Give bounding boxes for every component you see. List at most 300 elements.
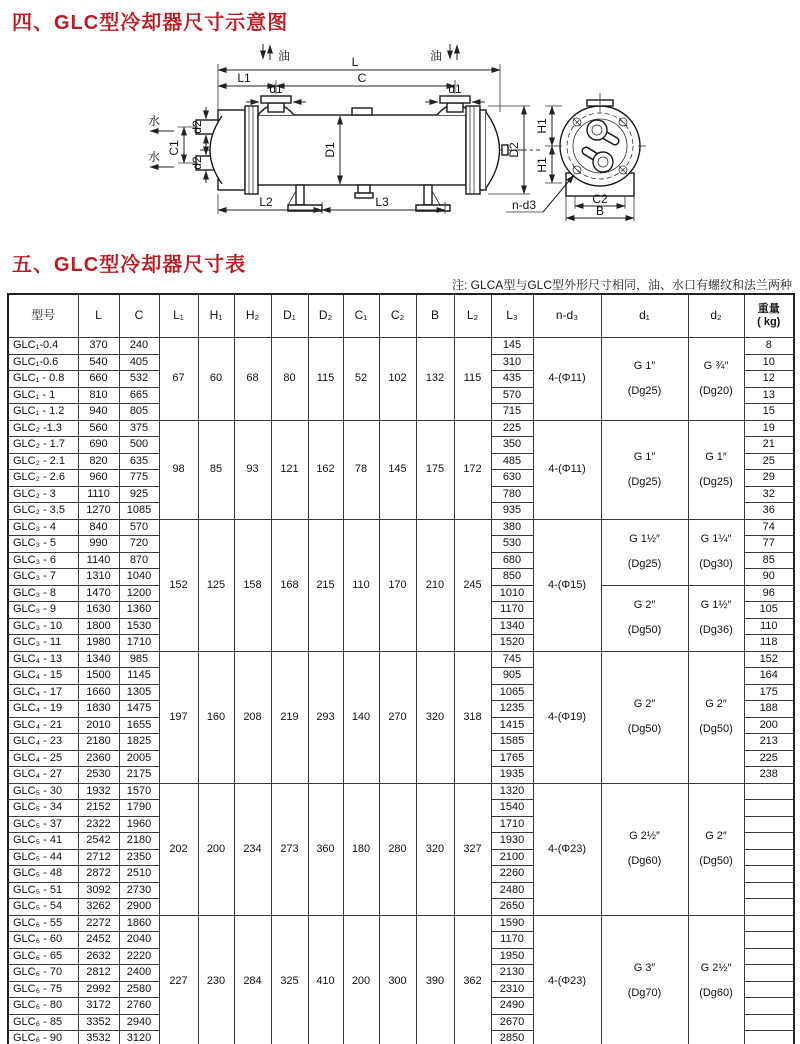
weight-cell: 200 <box>744 717 794 734</box>
weight-cell <box>744 965 794 982</box>
l3-cell: 1415 <box>491 717 533 734</box>
table-cell: 2452 <box>78 932 119 949</box>
merged-dim-cell: 327 <box>454 783 491 915</box>
table-cell: 500 <box>119 437 159 454</box>
model-cell: GLC₅ - 41 <box>8 833 78 850</box>
merged-dim-cell: 390 <box>416 915 454 1044</box>
column-header: L <box>78 294 119 338</box>
model-cell: GLC₄ - 17 <box>8 684 78 701</box>
model-cell: GLC₄ - 15 <box>8 668 78 685</box>
d1-cell: G 1″ (Dg25) <box>601 338 688 421</box>
oil-flow-arrows <box>263 44 457 63</box>
weight-cell <box>744 882 794 899</box>
table-cell: 370 <box>78 338 119 355</box>
merged-dim-cell: 219 <box>271 651 308 783</box>
model-cell: GLC₃ - 8 <box>8 585 78 602</box>
merged-dim-cell: 325 <box>271 915 308 1044</box>
weight-cell: 110 <box>744 618 794 635</box>
table-cell: 1085 <box>119 503 159 520</box>
weight-cell <box>744 932 794 949</box>
model-cell: GLC₃ - 5 <box>8 536 78 553</box>
column-header: C₁ <box>343 294 379 338</box>
merged-dim-cell: 360 <box>308 783 343 915</box>
l3-cell: 935 <box>491 503 533 520</box>
d2-cell: G 1½″ (Dg36) <box>688 585 744 651</box>
nd3-cell: 4-(Φ15) <box>533 519 601 651</box>
merged-dim-cell: 208 <box>234 651 271 783</box>
table-cell: 1200 <box>119 585 159 602</box>
dim-d2: d2 <box>190 120 204 134</box>
weight-cell: 12 <box>744 371 794 388</box>
weight-cell: 36 <box>744 503 794 520</box>
model-cell: GLC₅ - 37 <box>8 816 78 833</box>
table-cell: 1980 <box>78 635 119 652</box>
l3-cell: 2480 <box>491 882 533 899</box>
table-cell: 1860 <box>119 915 159 932</box>
l3-cell: 2260 <box>491 866 533 883</box>
l3-cell: 1585 <box>491 734 533 751</box>
column-header: 型号 <box>8 294 78 338</box>
model-cell: GLC₆ - 85 <box>8 1014 78 1031</box>
l3-cell: 905 <box>491 668 533 685</box>
table-cell: 1040 <box>119 569 159 586</box>
table-cell: 2872 <box>78 866 119 883</box>
l3-cell: 850 <box>491 569 533 586</box>
table-cell: 2322 <box>78 816 119 833</box>
model-cell: GLC₁-0.6 <box>8 354 78 371</box>
table-cell: 665 <box>119 387 159 404</box>
l3-cell: 745 <box>491 651 533 668</box>
end-view <box>506 93 646 221</box>
merged-dim-cell: 110 <box>343 519 379 651</box>
table-row <box>8 420 794 437</box>
merged-dim-cell: 245 <box>454 519 491 651</box>
weight-cell: 13 <box>744 387 794 404</box>
merged-dim-cell: 115 <box>308 338 343 421</box>
l3-cell: 145 <box>491 338 533 355</box>
table-cell: 1475 <box>119 701 159 718</box>
column-header: H₂ <box>234 294 271 338</box>
model-cell: GLC₄ - 13 <box>8 651 78 668</box>
oil-label: 油 <box>278 49 291 63</box>
table-cell: 2580 <box>119 981 159 998</box>
merged-dim-cell: 270 <box>379 651 416 783</box>
merged-dim-cell: 175 <box>416 420 454 519</box>
d2-cell: G 1″ (Dg25) <box>688 420 744 519</box>
table-cell: 805 <box>119 404 159 421</box>
column-header: d₂ <box>688 294 744 338</box>
table-cell: 2542 <box>78 833 119 850</box>
weight-cell <box>744 783 794 800</box>
table-cell: 1932 <box>78 783 119 800</box>
dim-d1: d1 <box>269 82 283 96</box>
weight-cell <box>744 800 794 817</box>
merged-dim-cell: 200 <box>198 783 234 915</box>
table-cell: 1270 <box>78 503 119 520</box>
weight-cell <box>744 899 794 916</box>
model-cell: GLC₅ - 51 <box>8 882 78 899</box>
weight-cell <box>744 1031 794 1044</box>
model-cell: GLC₂ -1.3 <box>8 420 78 437</box>
l3-cell: 1320 <box>491 783 533 800</box>
table-cell: 660 <box>78 371 119 388</box>
model-cell: GLC₁ - 1 <box>8 387 78 404</box>
merged-dim-cell: 162 <box>308 420 343 519</box>
merged-dim-cell: 320 <box>416 651 454 783</box>
l3-cell: 1235 <box>491 701 533 718</box>
merged-dim-cell: 200 <box>343 915 379 1044</box>
weight-cell: 96 <box>744 585 794 602</box>
model-cell: GLC₃ - 9 <box>8 602 78 619</box>
table-cell: 2220 <box>119 948 159 965</box>
table-cell: 2272 <box>78 915 119 932</box>
merged-dim-cell: 140 <box>343 651 379 783</box>
table-cell: 2940 <box>119 1014 159 1031</box>
table-cell: 532 <box>119 371 159 388</box>
l3-cell: 1010 <box>491 585 533 602</box>
dim-L1: L1 <box>237 71 251 85</box>
table-cell: 2175 <box>119 767 159 784</box>
l3-cell: 1340 <box>491 618 533 635</box>
merged-dim-cell: 152 <box>159 519 198 651</box>
column-header: D₁ <box>271 294 308 338</box>
dim-D2: D2 <box>507 142 521 158</box>
l3-cell: 1540 <box>491 800 533 817</box>
merged-dim-cell: 293 <box>308 651 343 783</box>
table-cell: 1110 <box>78 486 119 503</box>
d2-cell: G 2″ (Dg50) <box>688 651 744 783</box>
table-cell: 1340 <box>78 651 119 668</box>
table-cell: 2040 <box>119 932 159 949</box>
merged-dim-cell: 197 <box>159 651 198 783</box>
table-cell: 1790 <box>119 800 159 817</box>
table-cell: 3120 <box>119 1031 159 1044</box>
table-cell: 1500 <box>78 668 119 685</box>
d1-cell: G 2″ (Dg50) <box>601 651 688 783</box>
table-cell: 820 <box>78 453 119 470</box>
weight-cell: 15 <box>744 404 794 421</box>
l3-cell: 2100 <box>491 849 533 866</box>
table-cell: 1710 <box>119 635 159 652</box>
l3-cell: 715 <box>491 404 533 421</box>
merged-dim-cell: 115 <box>454 338 491 421</box>
table-cell: 840 <box>78 519 119 536</box>
l3-cell: 2650 <box>491 899 533 916</box>
merged-dim-cell: 227 <box>159 915 198 1044</box>
dim-B: B <box>595 204 605 218</box>
l3-cell: 570 <box>491 387 533 404</box>
dim-nd3: n-d3 <box>511 198 537 212</box>
l3-cell: 1170 <box>491 602 533 619</box>
water-label: 水 <box>148 114 161 128</box>
weight-cell <box>744 816 794 833</box>
table-cell: 1800 <box>78 618 119 635</box>
weight-cell: 213 <box>744 734 794 751</box>
model-cell: GLC₃ - 6 <box>8 552 78 569</box>
table-cell: 2812 <box>78 965 119 982</box>
table-cell: 1655 <box>119 717 159 734</box>
dim-H1: H1 <box>535 157 549 173</box>
table-row <box>8 338 794 355</box>
model-cell: GLC₂ - 3.5 <box>8 503 78 520</box>
oil-label: 油 <box>430 49 443 63</box>
l3-cell: 1765 <box>491 750 533 767</box>
weight-cell: 19 <box>744 420 794 437</box>
l3-cell: 435 <box>491 371 533 388</box>
d2-cell: G 2½″ (Dg60) <box>688 915 744 1044</box>
table-cell: 2712 <box>78 849 119 866</box>
table-cell: 1305 <box>119 684 159 701</box>
merged-dim-cell: 210 <box>416 519 454 651</box>
merged-dim-cell: 172 <box>454 420 491 519</box>
model-cell: GLC₄ - 21 <box>8 717 78 734</box>
table-cell: 2400 <box>119 965 159 982</box>
d1-cell: G 1″ (Dg25) <box>601 420 688 519</box>
table-cell: 375 <box>119 420 159 437</box>
table-cell: 3262 <box>78 899 119 916</box>
weight-cell: 105 <box>744 602 794 619</box>
weight-cell: 8 <box>744 338 794 355</box>
dim-C2: C2 <box>592 192 608 206</box>
weight-cell <box>744 1014 794 1031</box>
dimension-table <box>7 293 795 1044</box>
table-cell: 960 <box>78 470 119 487</box>
l3-cell: 2490 <box>491 998 533 1015</box>
model-cell: GLC₅ - 48 <box>8 866 78 883</box>
l3-cell: 1930 <box>491 833 533 850</box>
table-cell: 2760 <box>119 998 159 1015</box>
model-cell: GLC₂ - 3 <box>8 486 78 503</box>
table-cell: 985 <box>119 651 159 668</box>
water-label: 水 <box>148 150 161 164</box>
weight-cell: 238 <box>744 767 794 784</box>
l3-cell: 1065 <box>491 684 533 701</box>
weight-cell <box>744 998 794 1015</box>
model-cell: GLC₆ - 70 <box>8 965 78 982</box>
table-cell: 2180 <box>78 734 119 751</box>
merged-dim-cell: 410 <box>308 915 343 1044</box>
model-cell: GLC₆ - 55 <box>8 915 78 932</box>
table-cell: 570 <box>119 519 159 536</box>
weight-cell: 118 <box>744 635 794 652</box>
dim-H1: H1 <box>535 118 549 134</box>
table-cell: 405 <box>119 354 159 371</box>
table-cell: 690 <box>78 437 119 454</box>
merged-dim-cell: 68 <box>234 338 271 421</box>
column-header: L₃ <box>491 294 533 338</box>
merged-dim-cell: 102 <box>379 338 416 421</box>
merged-dim-cell: 60 <box>198 338 234 421</box>
dim-d2: d2 <box>190 156 204 170</box>
model-cell: GLC₆ - 65 <box>8 948 78 965</box>
merged-dim-cell: 85 <box>198 420 234 519</box>
weight-cell <box>744 915 794 932</box>
section4-title: 四、GLC型冷却器尺寸示意图 <box>12 12 289 34</box>
merged-dim-cell: 168 <box>271 519 308 651</box>
model-cell: GLC₆ - 60 <box>8 932 78 949</box>
table-cell: 2730 <box>119 882 159 899</box>
merged-dim-cell: 160 <box>198 651 234 783</box>
merged-dim-cell: 300 <box>379 915 416 1044</box>
column-header: H₁ <box>198 294 234 338</box>
weight-cell: 29 <box>744 470 794 487</box>
table-cell: 1360 <box>119 602 159 619</box>
weight-cell: 164 <box>744 668 794 685</box>
table-cell: 1470 <box>78 585 119 602</box>
merged-dim-cell: 67 <box>159 338 198 421</box>
merged-dim-cell: 320 <box>416 783 454 915</box>
column-header: n-d₃ <box>533 294 601 338</box>
l3-cell: 630 <box>491 470 533 487</box>
weight-cell: 10 <box>744 354 794 371</box>
d1-cell: G 2½″ (Dg60) <box>601 783 688 915</box>
table-cell: 2900 <box>119 899 159 916</box>
table-cell: 1530 <box>119 618 159 635</box>
table-cell: 720 <box>119 536 159 553</box>
model-cell: GLC₆ - 90 <box>8 1031 78 1044</box>
merged-dim-cell: 280 <box>379 783 416 915</box>
weight-cell <box>744 948 794 965</box>
merged-dim-cell: 52 <box>343 338 379 421</box>
merged-dim-cell: 125 <box>198 519 234 651</box>
merged-dim-cell: 132 <box>416 338 454 421</box>
table-cell: 2632 <box>78 948 119 965</box>
weight-cell <box>744 833 794 850</box>
table-cell: 2152 <box>78 800 119 817</box>
d2-cell: G 2″ (Dg50) <box>688 783 744 915</box>
d1-cell: G 3″ (Dg70) <box>601 915 688 1044</box>
table-cell: 560 <box>78 420 119 437</box>
model-cell: GLC₁ - 1.2 <box>8 404 78 421</box>
weight-cell: 85 <box>744 552 794 569</box>
section5-title: 五、GLC型冷却器尺寸表 <box>12 254 247 276</box>
l3-cell: 1520 <box>491 635 533 652</box>
l3-cell: 530 <box>491 536 533 553</box>
model-cell: GLC₁ - 0.8 <box>8 371 78 388</box>
model-cell: GLC₄ - 27 <box>8 767 78 784</box>
d1-cell: G 1½″ (Dg25) <box>601 519 688 585</box>
table-cell: 870 <box>119 552 159 569</box>
table-cell: 1960 <box>119 816 159 833</box>
l3-cell: 1935 <box>491 767 533 784</box>
l3-cell: 225 <box>491 420 533 437</box>
l3-cell: 485 <box>491 453 533 470</box>
weight-cell: 188 <box>744 701 794 718</box>
model-cell: GLC₅ - 34 <box>8 800 78 817</box>
table-cell: 2360 <box>78 750 119 767</box>
d1-cell: G 2″ (Dg50) <box>601 585 688 651</box>
dim-D1: D1 <box>323 142 337 158</box>
water-flow-arrows <box>148 113 174 167</box>
column-header: L₁ <box>159 294 198 338</box>
model-cell: GLC₁-0.4 <box>8 338 78 355</box>
merged-dim-cell: 230 <box>198 915 234 1044</box>
l3-cell: 1590 <box>491 915 533 932</box>
table-row <box>8 783 794 800</box>
table-cell: 3352 <box>78 1014 119 1031</box>
l3-cell: 780 <box>491 486 533 503</box>
weight-cell: 25 <box>744 453 794 470</box>
model-cell: GLC₄ - 25 <box>8 750 78 767</box>
dim-L: L <box>351 55 359 69</box>
l3-cell: 380 <box>491 519 533 536</box>
model-cell: GLC₅ - 30 <box>8 783 78 800</box>
dim-C: C <box>357 71 367 85</box>
table-cell: 2510 <box>119 866 159 883</box>
table-cell: 810 <box>78 387 119 404</box>
merged-dim-cell: 318 <box>454 651 491 783</box>
nd3-cell: 4-(Φ23) <box>533 915 601 1044</box>
model-cell: GLC₃ - 4 <box>8 519 78 536</box>
column-header: C₂ <box>379 294 416 338</box>
table-body <box>8 338 794 1044</box>
column-header-weight: 重量 ( kg) <box>744 294 794 338</box>
table-cell: 1570 <box>119 783 159 800</box>
table-cell: 1145 <box>119 668 159 685</box>
column-header: D₂ <box>308 294 343 338</box>
l3-cell: 1170 <box>491 932 533 949</box>
weight-cell: 225 <box>744 750 794 767</box>
l3-cell: 310 <box>491 354 533 371</box>
nd3-cell: 4-(Φ11) <box>533 338 601 421</box>
dim-L3: L3 <box>375 195 389 209</box>
l3-cell: 1950 <box>491 948 533 965</box>
merged-dim-cell: 273 <box>271 783 308 915</box>
table-cell: 2350 <box>119 849 159 866</box>
table-cell: 3532 <box>78 1031 119 1044</box>
d2-cell: G 1¼″ (Dg30) <box>688 519 744 585</box>
weight-cell: 77 <box>744 536 794 553</box>
weight-cell: 175 <box>744 684 794 701</box>
table-cell: 1660 <box>78 684 119 701</box>
l3-cell: 1710 <box>491 816 533 833</box>
table-cell: 990 <box>78 536 119 553</box>
l3-cell: 680 <box>491 552 533 569</box>
column-header: B <box>416 294 454 338</box>
model-cell: GLC₅ - 44 <box>8 849 78 866</box>
column-header: d₁ <box>601 294 688 338</box>
merged-dim-cell: 98 <box>159 420 198 519</box>
table-cell: 1630 <box>78 602 119 619</box>
l3-cell: 2850 <box>491 1031 533 1044</box>
merged-dim-cell: 93 <box>234 420 271 519</box>
table-row <box>8 651 794 668</box>
table-cell: 635 <box>119 453 159 470</box>
merged-dim-cell: 80 <box>271 338 308 421</box>
table-cell: 1310 <box>78 569 119 586</box>
merged-dim-cell: 78 <box>343 420 379 519</box>
merged-dim-cell: 284 <box>234 915 271 1044</box>
table-cell: 1830 <box>78 701 119 718</box>
nd3-cell: 4-(Φ19) <box>533 651 601 783</box>
column-header: L₂ <box>454 294 491 338</box>
table-cell: 2180 <box>119 833 159 850</box>
merged-dim-cell: 180 <box>343 783 379 915</box>
dim-L2: L2 <box>259 195 273 209</box>
dim-d1: d1 <box>448 82 462 96</box>
table-cell: 2530 <box>78 767 119 784</box>
model-cell: GLC₆ - 80 <box>8 998 78 1015</box>
table-cell: 1140 <box>78 552 119 569</box>
merged-dim-cell: 158 <box>234 519 271 651</box>
table-cell: 1825 <box>119 734 159 751</box>
model-cell: GLC₃ - 7 <box>8 569 78 586</box>
model-cell: GLC₃ - 11 <box>8 635 78 652</box>
cooler-dimension-diagram <box>0 36 800 248</box>
table-row <box>8 519 794 536</box>
model-cell: GLC₄ - 19 <box>8 701 78 718</box>
table-cell: 925 <box>119 486 159 503</box>
